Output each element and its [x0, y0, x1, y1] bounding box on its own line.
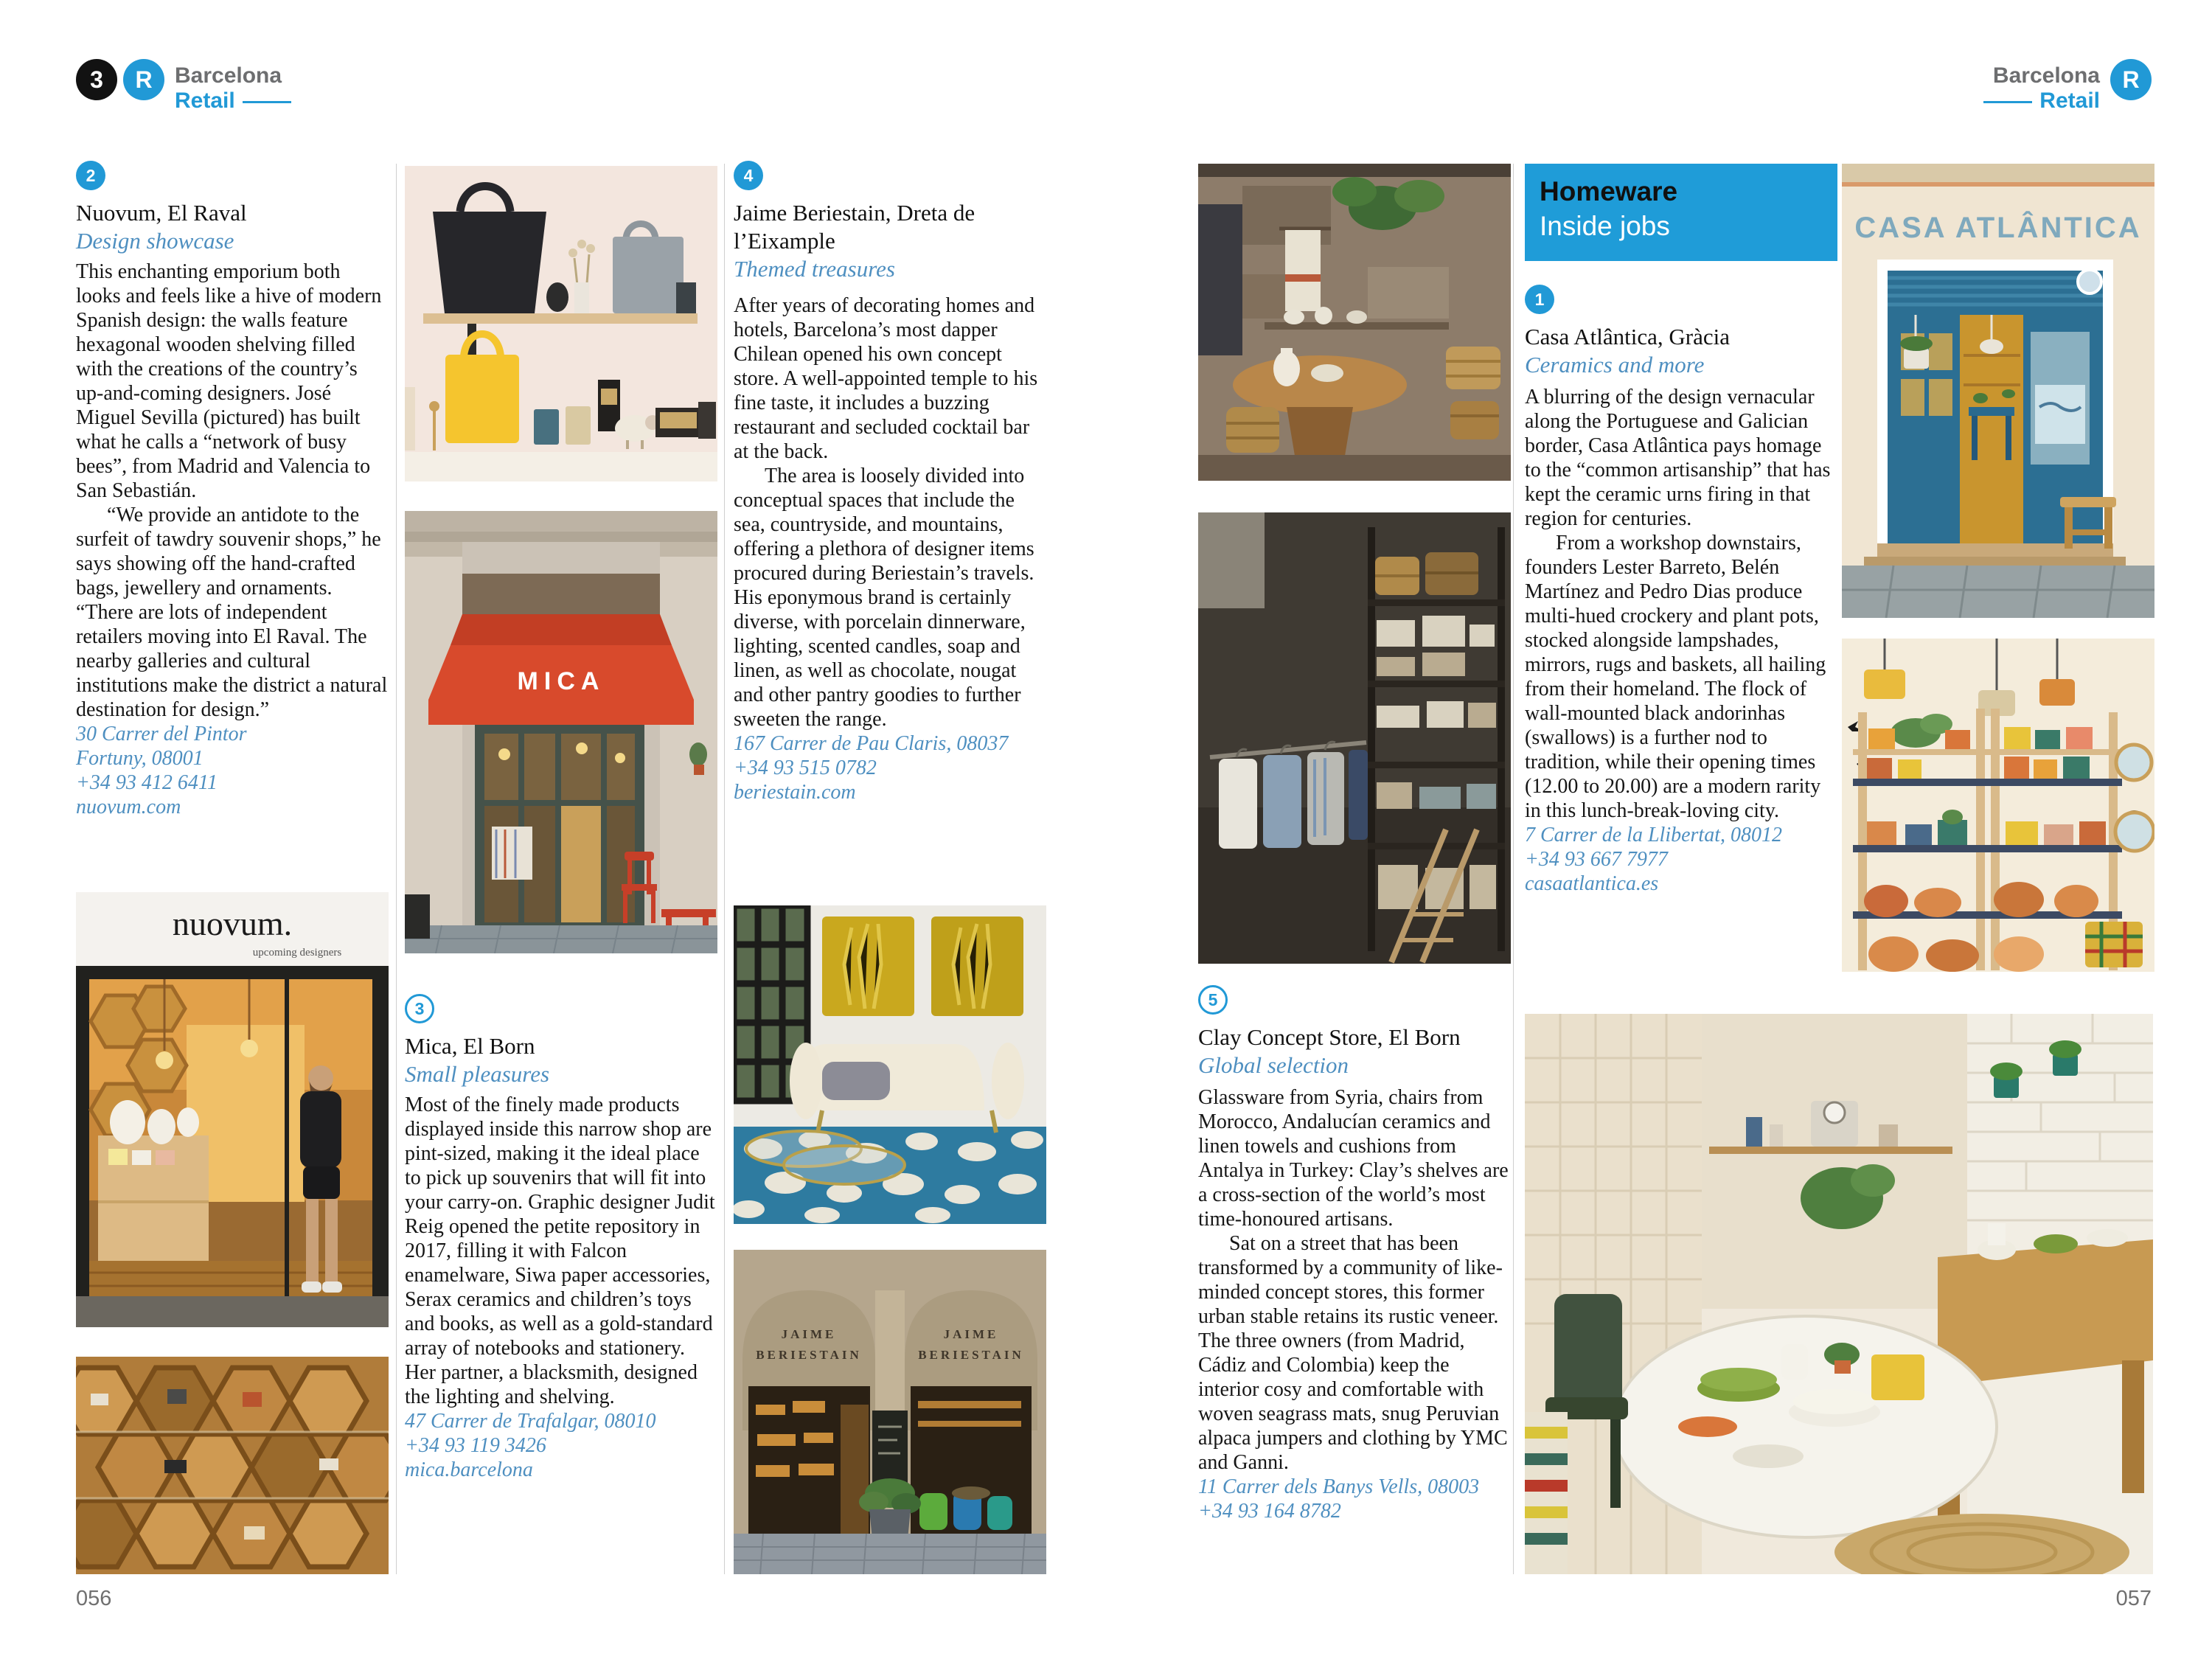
badge-1-number: 1: [1534, 289, 1545, 309]
header-rule: [243, 101, 291, 103]
address-line: 30 Carrer del Pintor: [76, 723, 247, 745]
nuovum-address: [76, 722, 389, 819]
retail-letter-icon-right: [2110, 59, 2152, 100]
mica-awning-sign: MICA: [517, 667, 605, 695]
article-mica-head: [405, 994, 717, 1088]
nuovum-para-1: This enchanting emporium both looks and feels like a hive of modern Spanish design: the walls feature hexagonal wooden shelving filled with the creations of the country’s up-and-coming designers. José Miguel Sevilla (pictured) has built what he calls a “network of busy bees”, from Madrid and Valencia to San Sebastián.: [76, 260, 382, 502]
article-mica-subtitle: Small pleasures: [405, 1061, 550, 1087]
article-clay-body: [1198, 1085, 1511, 1523]
badge-3: [405, 994, 434, 1023]
jaime-address: [734, 731, 1046, 804]
category-subtitle: Inside jobs: [1540, 211, 1670, 241]
address-line: 11 Carrer dels Banys Vells, 08003: [1198, 1475, 1480, 1498]
badge-2-number: 2: [86, 165, 96, 185]
category-title: Homeware: [1540, 176, 1678, 206]
column-divider: [724, 164, 725, 1574]
article-casa-head: [1525, 285, 1837, 379]
address-phone: +34 93 164 8782: [1198, 1500, 1341, 1523]
header-right: [1976, 63, 2100, 114]
casa-address: [1525, 823, 1837, 896]
jaime-para-2: The area is loosely divided into conceptual spaces that include the sea, countryside, and mountains, offering a plethora of designer items procured during Beriestain’s travels. His eponymous brand is certainly diverse, with porcelain dinnerware, lighting, scented candles, soap and linen, as well as chocolate, nougat and other pantry goodies to further sweeten the range.: [734, 465, 1034, 731]
photo-clay-interior-table: [1525, 1014, 2153, 1574]
retail-letter-right: R: [2122, 66, 2140, 93]
article-mica-body: [405, 1093, 717, 1482]
article-nuovum-title: Nuovum, El Raval: [76, 200, 247, 226]
badge-3-number: 3: [414, 998, 425, 1018]
casa-para-1: A blurring of the design vernacular along the Portuguese and Galician border, Casa Atlântica pays homage to the “common artisanship” that has kept the ceramic urns firing in that region for centuries.: [1525, 386, 1831, 530]
nuovum-shop-tagline: upcoming designers: [252, 947, 342, 959]
article-clay-title: Clay Concept Store, El Born: [1198, 1024, 1461, 1050]
badge-1: [1525, 285, 1554, 314]
casa-shop-sign: CASA ATLÂNTICA: [1854, 212, 2142, 244]
badge-5-number: 5: [1208, 990, 1218, 1009]
badge-4-number: 4: [743, 165, 754, 185]
jaime-sign-left-line2: BERIESTAIN: [756, 1348, 862, 1362]
jaime-sign-right-line1: JAIME: [943, 1327, 999, 1341]
address-phone: +34 93 515 0782: [734, 757, 877, 779]
mica-address: [405, 1409, 717, 1482]
nuovum-para-2: “We provide an antidote to the surfeit of tawdry souvenir shops,” he says showing off the hand-crafted bags, jewellery and ornaments. “There are lots of independent retailers moving into El Raval. The nearby galleries and cultural institutions make the district a natural destination for design.”: [76, 504, 388, 721]
article-nuovum-body: [76, 260, 389, 819]
photo-nuovum-product-shelf: [405, 166, 717, 481]
address-line: 7 Carrer de la Llibertat, 08012: [1525, 824, 1782, 846]
photo-casa-storefront: [1842, 164, 2154, 618]
address-website: beriestain.com: [734, 781, 856, 804]
photo-casa-ceramics-shelves: [1842, 639, 2154, 972]
address-website: mica.barcelona: [405, 1458, 533, 1481]
address-line: 47 Carrer de Trafalgar, 08010: [405, 1410, 656, 1433]
article-jaime-subtitle: Themed treasures: [734, 256, 895, 282]
clay-para-2: Sat on a street that has been transformed by a community of like-minded concept stores, this former urban stable retains its rustic veneer. The three owners (from Madrid, Cádiz and Colombia) keep the interior cosy and comfortable with woven seagrass mats, snug Peruvian alpaca jumpers and clothing by YMC and Ganni.: [1198, 1232, 1508, 1474]
section-number-circle: [76, 59, 117, 100]
jaime-sign-left-line1: JAIME: [781, 1327, 837, 1341]
address-website: nuovum.com: [76, 796, 181, 818]
header-right-city: Barcelona: [1992, 63, 2100, 88]
article-jaime-head: [734, 161, 1046, 283]
column-divider: [1513, 164, 1514, 1574]
article-mica-title: Mica, El Born: [405, 1033, 535, 1059]
address-phone: +34 93 119 3426: [405, 1434, 546, 1457]
header-right-section: Retail: [2039, 88, 2100, 113]
address-line: Fortuny, 08001: [76, 747, 204, 770]
column-divider: [396, 164, 397, 1574]
header-left-city: Barcelona: [175, 63, 282, 88]
address-line: 167 Carrer de Pau Claris, 08037: [734, 732, 1009, 755]
photo-mica-storefront: [405, 511, 717, 953]
nuovum-shop-sign: nuovum.: [172, 905, 293, 942]
page-number-right: 057: [2115, 1587, 2152, 1610]
section-number: 3: [90, 66, 103, 93]
casa-para-2: From a workshop downstairs, founders Lester Barreto, Belén Martínez and Pedro Dias produce multi-hued crockery and plant pots, stocked alongside lampshades, mirrors, rugs and baskets, all hailing from their homeland. The flock of wall-mounted black andorinhas (swallows) is a further nod to tradition, while their opening times (12.00 to 20.00) are a modern rarity in this lunch-break-loving city.: [1525, 532, 1826, 822]
page-number-left: 056: [76, 1587, 112, 1610]
header-left-section: Retail: [175, 88, 235, 113]
article-nuovum-head: [76, 161, 389, 255]
article-jaime-body: [734, 293, 1046, 804]
address-website: casaatlantica.es: [1525, 872, 1659, 895]
mica-para-1: Most of the finely made products displayed inside this narrow shop are pint-sized, making it the ideal place to pick up souvenirs that will fit into your carry-on. Graphic designer Judit Reig opened the petite repository in 2017, filling it with Falcon enamelware, Siwa paper accessories, Serax ceramics and children’s toys and books, as well as a gold-standard array of notebooks and stationery. Her partner, a blacksmith, designed the lighting and shelving.: [405, 1093, 715, 1408]
photo-clay-rustic-room: [1198, 164, 1511, 481]
retail-letter: R: [135, 66, 153, 93]
address-phone: +34 93 412 6411: [76, 771, 218, 794]
article-jaime-title: Jaime Beriestain, Dreta de l’Eixample: [734, 200, 975, 254]
photo-clay-shop-shelves: [1198, 512, 1511, 964]
retail-letter-icon: [123, 59, 164, 100]
jaime-para-1: After years of decorating homes and hotels, Barcelona’s most dapper Chilean opened his own concept store. A well-appointed temple to his fine taste, it includes a buzzing restaurant and secluded cocktail bar at the back.: [734, 294, 1038, 463]
photo-jaime-interior: [734, 905, 1046, 1224]
clay-address: [1198, 1475, 1511, 1523]
photo-nuovum-hexagon-shelves: [76, 1357, 389, 1574]
article-clay-subtitle: Global selection: [1198, 1052, 1349, 1078]
jaime-sign-right-line2: BERIESTAIN: [918, 1348, 1024, 1362]
address-phone: +34 93 667 7977: [1525, 848, 1668, 871]
article-casa-body: [1525, 385, 1837, 896]
article-casa-subtitle: Ceramics and more: [1525, 352, 1705, 378]
badge-2: [76, 161, 105, 190]
header-left: [175, 63, 299, 114]
category-box: [1525, 164, 1837, 261]
header-rule-right: [1983, 101, 2032, 103]
article-casa-title: Casa Atlântica, Gràcia: [1525, 324, 1731, 349]
article-nuovum-subtitle: Design showcase: [76, 228, 234, 254]
badge-5: [1198, 985, 1228, 1015]
article-clay-head: [1198, 985, 1511, 1079]
badge-4: [734, 161, 763, 190]
photo-jaime-storefront: [734, 1250, 1046, 1574]
photo-nuovum-storefront: [76, 892, 389, 1327]
clay-para-1: Glassware from Syria, chairs from Morocco, Andalucían ceramics and linen towels and cushions from Antalya in Turkey: Clay’s shelves are a cross-section of the world’s most time-honoured artisans.: [1198, 1086, 1509, 1231]
